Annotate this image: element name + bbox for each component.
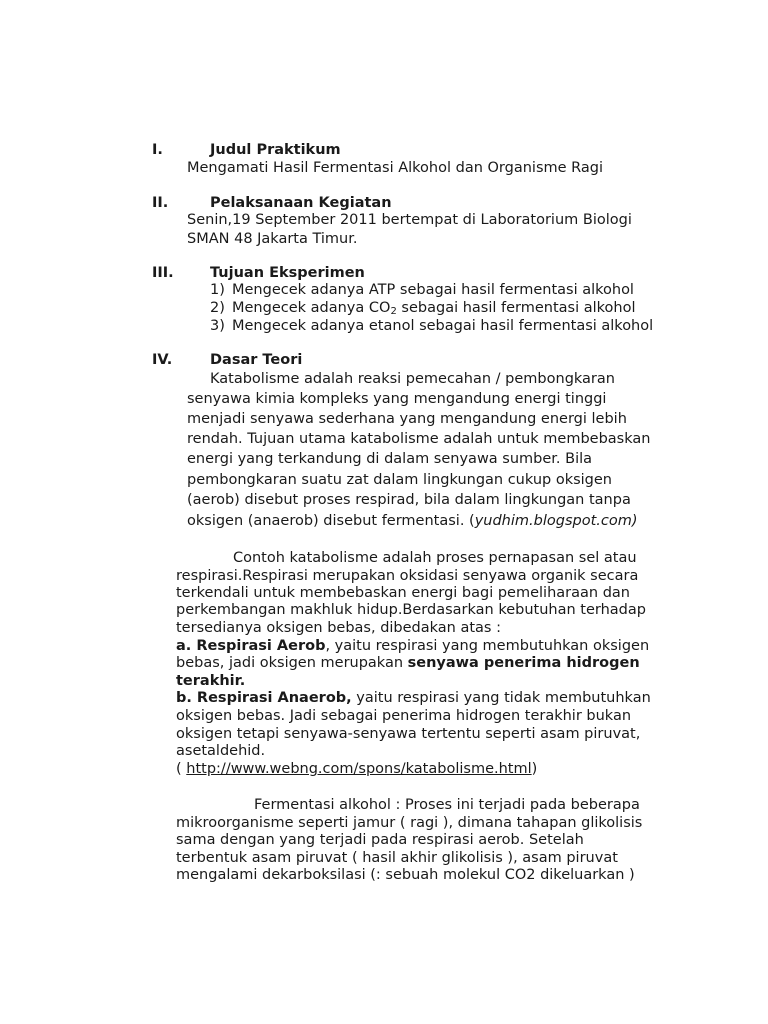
section-2-number: II.: [152, 195, 169, 211]
paragraph-line: energi yang terkandung di dalam senyawa sumber. Bila: [187, 451, 593, 467]
paragraph-line: oksigen (anaerob) disebut fermentasi. (yudhim.blogspot.com): [187, 513, 638, 529]
paragraph-line: oksigen tetapi senyawa-senyawa tertentu seperti asam piruvat,: [176, 726, 641, 742]
paragraph-line: pembongkaran suatu zat dalam lingkungan cukup oksigen: [187, 472, 612, 488]
paragraph-line: sama dengan yang terjadi pada respirasi aerob. Setelah: [176, 832, 584, 848]
paragraph-line: a. Respirasi Aerob, yaitu respirasi yang membutuhkan oksigen: [176, 638, 650, 654]
paragraph-line: bebas, jadi oksigen merupakan senyawa penerima hidrogen: [176, 655, 640, 671]
list-item: Mengecek adanya etanol sebagai hasil fermentasi alkohol: [232, 318, 654, 334]
paragraph-line: terakhir.: [176, 673, 246, 689]
section-4-heading: Dasar Teori: [210, 352, 303, 368]
citation: yudhim.blogspot.com): [474, 513, 638, 529]
section-1-text: Mengamati Hasil Fermentasi Alkohol dan Organisme Ragi: [187, 160, 604, 176]
list-item: Mengecek adanya $CO_2$ sebagai hasil fermentasi alkohol: [232, 300, 636, 317]
paragraph-line: menjadi senyawa sederhana yang mengandung energi lebih: [187, 411, 627, 427]
paragraph-line: rendah. Tujuan utama katabolisme adalah untuk membebaskan: [187, 431, 651, 447]
paragraph-line: b. Respirasi Anaerob, yaitu respirasi yang tidak membutuhkan: [176, 690, 651, 706]
section-2-heading: Pelaksanaan Kegiatan: [210, 195, 392, 211]
paragraph-line: tersedianya oksigen bebas, dibedakan atas :: [176, 620, 501, 636]
paragraph-line: (aerob) disebut proses respirad, bila dalam lingkungan tanpa: [187, 492, 631, 508]
list-item: Mengecek adanya ATP sebagai hasil fermentasi alkohol: [232, 282, 634, 298]
section-1-number: I.: [152, 142, 163, 158]
list-item-number: 2): [210, 300, 225, 316]
paragraph-line: respirasi.Respirasi merupakan oksidasi senyawa organik secara: [176, 568, 639, 584]
section-4-number: IV.: [152, 352, 173, 368]
paragraph-line: Contoh katabolisme adalah proses pernapasan sel atau: [233, 550, 637, 566]
paragraph-line: terbentuk asam piruvat ( hasil akhir glikolisis ), asam piruvat: [176, 850, 618, 866]
source-link[interactable]: http://www.webng.com/spons/katabolisme.html: [186, 761, 532, 777]
paragraph-line: oksigen bebas. Jadi sebagai penerima hidrogen terakhir bukan: [176, 708, 632, 724]
paragraph-line: senyawa kimia kompleks yang mengandung energi tinggi: [187, 391, 607, 407]
paragraph-line: Katabolisme adalah reaksi pemecahan / pembongkaran: [210, 371, 615, 387]
paragraph-line: ( http://www.webng.com/spons/katabolisme.html): [176, 761, 538, 777]
section-3-number: III.: [152, 265, 174, 281]
section-2-text-line: Senin,19 September 2011 bertempat di Laboratorium Biologi: [187, 212, 632, 228]
section-2-text-line: SMAN 48 Jakarta Timur.: [187, 231, 358, 247]
section-1-heading: Judul Praktikum: [210, 142, 341, 158]
paragraph-line: terkendali untuk membebaskan energi bagi pemeliharaan dan: [176, 585, 630, 601]
section-3-heading: Tujuan Eksperimen: [210, 265, 365, 281]
paragraph-line: perkembangan makhluk hidup.Berdasarkan kebutuhan terhadap: [176, 602, 646, 618]
list-item-number: 3): [210, 318, 225, 334]
paragraph-line: asetaldehid.: [176, 743, 266, 759]
list-item-number: 1): [210, 282, 225, 298]
paragraph-line: mikroorganisme seperti jamur ( ragi ), dimana tahapan glikolisis: [176, 815, 643, 831]
paragraph-line: mengalami dekarboksilasi (: sebuah molekul CO2 dikeluarkan ): [176, 867, 635, 883]
paragraph-line: Fermentasi alkohol : Proses ini terjadi pada beberapa: [254, 797, 640, 813]
